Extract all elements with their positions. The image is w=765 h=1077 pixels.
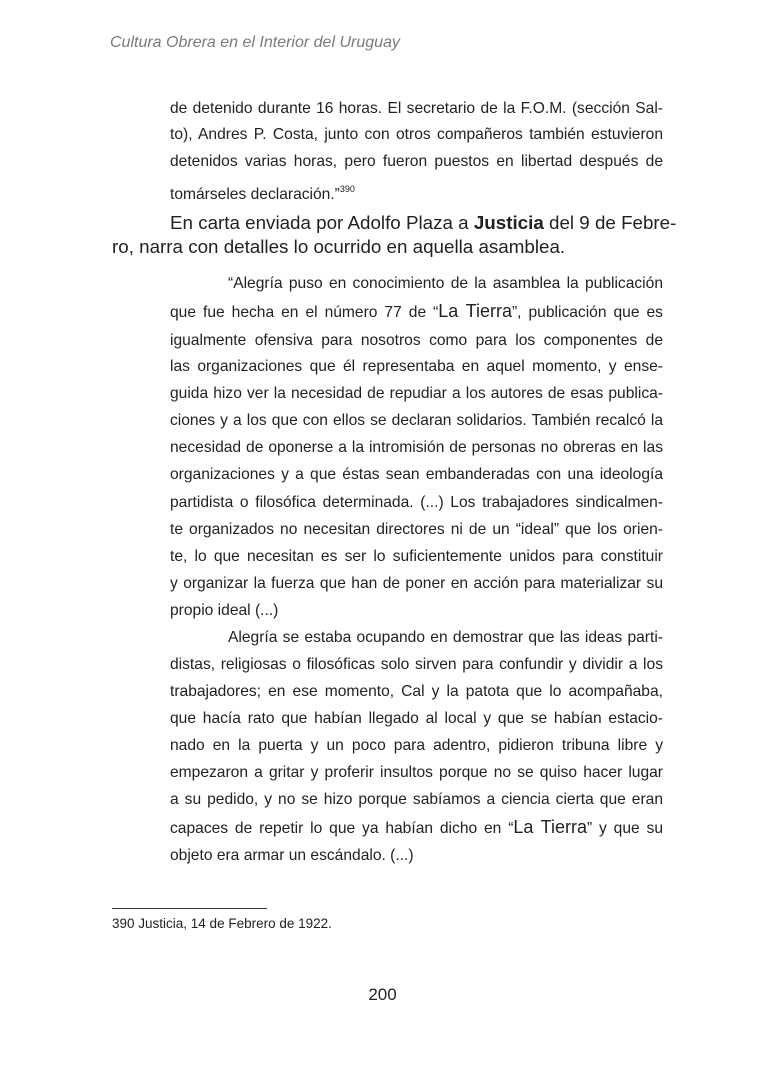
quote-line: trabajadores; en ese momento, Cal y la patota que lo acompañaba, bbox=[170, 683, 663, 700]
running-header: Cultura Obrera en el Interior del Uruguay bbox=[110, 34, 400, 51]
quote-line: nado en la puerta y un poco para adentro, pidieron tribuna libre y bbox=[170, 737, 663, 754]
quote-line: detenidos varias horas, pero fueron puestos en libertad después de bbox=[170, 153, 663, 170]
quote-line: partidista o filosófica determinada. (...) Los trabajadores sindicalmen- bbox=[170, 494, 663, 511]
quote-line: igualmente ofensiva para nosotros como para los componentes de bbox=[170, 332, 663, 349]
body-line bbox=[170, 211, 677, 235]
quote-line: que hacía rato que habían llegado al local y que se habían estacio- bbox=[170, 710, 663, 727]
footnote: 390 Justicia, 14 de Febrero de 1922. bbox=[112, 916, 332, 931]
quote-line: te organizados no necesitan directores ni de un “ideal” que los orien- bbox=[170, 521, 663, 538]
newspaper-title: La Tierra bbox=[438, 301, 512, 321]
quote-line: empezaron a gritar y proferir insultos porque no se quiso hacer lugar bbox=[170, 764, 663, 781]
quote-line: “Alegría puso en conocimiento de la asamblea la publicación bbox=[228, 275, 663, 292]
quote-line bbox=[170, 179, 663, 205]
quote-line: ciones y a los que con ellos se declaran solidarios. También recalcó la bbox=[170, 412, 663, 429]
quote-line: a su pedido, y no se hizo porque sabíamos a ciencia cierta que eran bbox=[170, 791, 663, 808]
quote-line: y organizar la fuerza que han de poner en acción para materializar su bbox=[170, 575, 663, 592]
quote-line: organizaciones y a que éstas sean embanderadas con una ideología bbox=[170, 466, 663, 483]
newspaper-title: La Tierra bbox=[513, 817, 587, 837]
quote-line: distas, religiosas o filosóficas solo sirven para confundir y dividir a los bbox=[170, 656, 663, 673]
quote-line bbox=[170, 301, 663, 323]
quote-text: ” y que su bbox=[586, 820, 663, 837]
quote-text: capaces de repetir lo que ya habían dicho en “ bbox=[170, 820, 514, 837]
footnote-rule bbox=[112, 908, 267, 909]
body-line: ro, narra con detalles lo ocurrido en aquella asamblea. bbox=[112, 236, 566, 257]
body-text: del 9 de Febre- bbox=[543, 212, 677, 233]
quote-line bbox=[170, 817, 663, 839]
quote-line: de detenido durante 16 horas. El secretario de la F.O.M. (sección Sal- bbox=[170, 100, 663, 117]
quote-text: tomárseles declaración.” bbox=[170, 186, 340, 203]
page-number: 200 bbox=[368, 985, 397, 1004]
quote-line: to), Andres P. Costa, junto con otros compañeros también estuvieron bbox=[170, 126, 663, 143]
footnote-reference: 390 bbox=[339, 184, 355, 194]
quote-line: Alegría se estaba ocupando en demostrar que las ideas parti- bbox=[228, 629, 663, 646]
quote-text: que fue hecha en el número 77 de “ bbox=[170, 304, 439, 321]
quote-line: las organizaciones que él representaba en aquel momento, y ense- bbox=[170, 358, 663, 375]
quote-line: propio ideal (...) bbox=[170, 602, 279, 619]
quote-line: guida hizo ver la necesidad de repudiar a los autores de esas publica- bbox=[170, 385, 663, 402]
quote-line: necesidad de oponerse a la intromisión de personas no obreras en las bbox=[170, 439, 663, 456]
quote-line: te, lo que necesitan es ser lo suficientemente unidos para constituir bbox=[170, 548, 663, 565]
newspaper-name: Justicia bbox=[473, 212, 544, 233]
body-text: En carta enviada por Adolfo Plaza a bbox=[170, 212, 474, 233]
quote-text: ”, publicación que es bbox=[511, 304, 663, 321]
quote-line: objeto era armar un escándalo. (...) bbox=[170, 847, 414, 864]
